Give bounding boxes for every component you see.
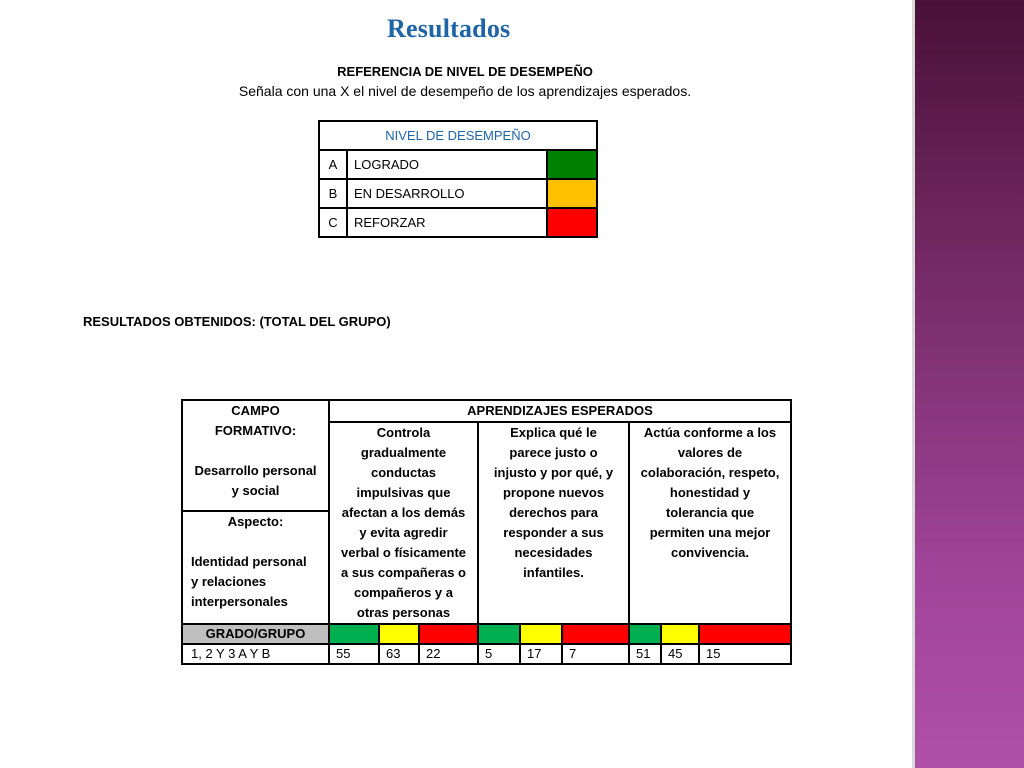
result-value: 15 <box>699 644 791 664</box>
group-results-row <box>182 644 791 664</box>
grado-grupo-label: GRADO/GRUPO <box>182 624 329 644</box>
level-swatch-green <box>478 624 520 644</box>
slide-title: Resultados <box>387 14 511 43</box>
campo-label: CAMPO FORMATIVO: <box>214 403 297 438</box>
results-label: RESULTADOS OBTENIDOS: (TOTAL DEL GRUPO) <box>83 314 391 329</box>
level-color-swatch <box>547 179 597 208</box>
level-row-reforzar <box>319 208 597 237</box>
level-label: REFORZAR <box>347 208 547 237</box>
decorative-sidebar <box>912 0 1024 768</box>
result-value: 5 <box>478 644 520 664</box>
results-table <box>181 399 792 665</box>
level-letter: C <box>319 208 347 237</box>
aprendizajes-header: APRENDIZAJES ESPERADOS <box>329 400 791 422</box>
reference-instruction: Señala con una X el nivel de desempeño de los aprendizajes esperados. <box>238 83 692 99</box>
level-swatch-green <box>629 624 661 644</box>
group-label: 1, 2 Y 3 A Y B <box>182 644 329 664</box>
result-value: 55 <box>329 644 379 664</box>
aspecto-label: Aspecto: <box>227 513 284 529</box>
level-swatch-yellow <box>520 624 562 644</box>
level-letter: A <box>319 150 347 179</box>
level-swatch-green <box>329 624 379 644</box>
campo-value: Desarrollo personal y social <box>194 463 317 498</box>
aprendizaje-3: Actúa conforme a los valores de colaboración, respeto, honestidad y tolerancia que permiten una mejor convivencia. <box>629 422 791 624</box>
level-swatch-yellow <box>661 624 699 644</box>
result-value: 45 <box>661 644 699 664</box>
result-value: 17 <box>520 644 562 664</box>
aspecto-cell <box>182 511 329 624</box>
level-label: EN DESARROLLO <box>347 179 547 208</box>
level-label: LOGRADO <box>347 150 547 179</box>
level-color-swatch <box>547 208 597 237</box>
level-letter: B <box>319 179 347 208</box>
campo-formativo-cell <box>182 400 329 511</box>
performance-level-header: NIVEL DE DESEMPEÑO <box>319 121 597 150</box>
level-swatch-red <box>699 624 791 644</box>
level-color-swatch <box>547 150 597 179</box>
result-value: 22 <box>419 644 478 664</box>
aspecto-value: Identidad personal y relaciones interpersonales <box>191 553 307 609</box>
result-value: 7 <box>562 644 629 664</box>
aprendizaje-1: Controla gradualmente conductas impulsivas que afectan a los demás y evita agredir verbal o físicamente a sus compañeras o compañeros y a otras personas <box>329 422 478 624</box>
level-row-logrado <box>319 150 597 179</box>
sidebar-divider <box>912 0 915 768</box>
aprendizaje-2: Explica qué le parece justo o injusto y por qué, y propone nuevos derechos para responder a sus necesidades infantiles. <box>478 422 629 624</box>
level-swatch-yellow <box>379 624 419 644</box>
level-swatch-red <box>419 624 478 644</box>
result-value: 51 <box>629 644 661 664</box>
level-row-en-desarrollo <box>319 179 597 208</box>
performance-level-table <box>318 120 598 238</box>
reference-heading: REFERENCIA DE NIVEL DE DESEMPEÑO <box>337 64 593 79</box>
level-swatch-red <box>562 624 629 644</box>
result-value: 63 <box>379 644 419 664</box>
